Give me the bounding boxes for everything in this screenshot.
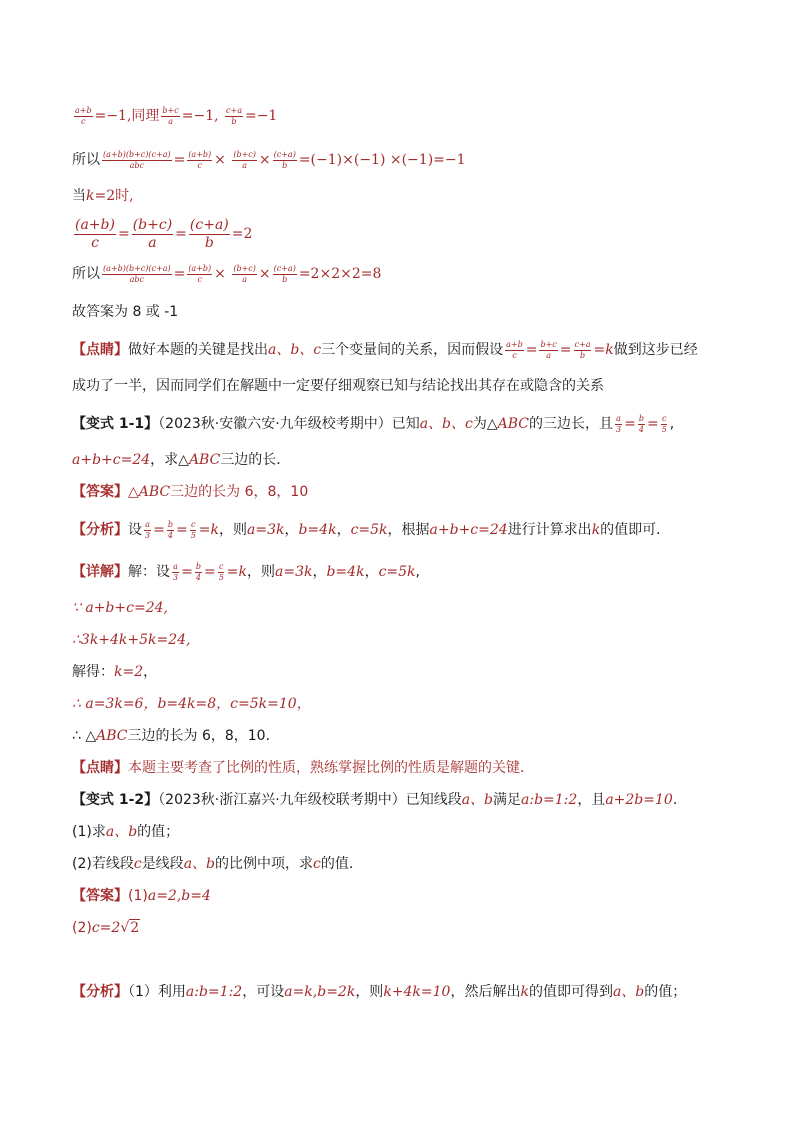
fraction: $\frac{a+b}{c}$ — [75, 105, 92, 126]
fraction: $\frac{(c+a)}{b}$ — [189, 217, 229, 251]
solution-conclusion: ∴ △ABC三边的长为 6，8，10． — [72, 728, 280, 744]
solution-line-3: 当k=2时, — [72, 188, 134, 204]
fraction: $\frac{(a+b)}{c}$ — [188, 263, 212, 284]
fraction: $\frac{b}{4}$ — [195, 561, 201, 582]
variant-1-1-question: 【变式 1-1】（2023秋·安徽六安·九年级校考期中）已知a、b、c为△ABC的三边长，且 $\frac{a}{3}$ = $\frac{b}{4}$ = $\frac{c}{5}$ , — [72, 413, 675, 434]
solution-line-4: $\frac{(a+b)}{c}$ = $\frac{(b+c)}{a}$ = $\frac{(c+a)}{b}$ =2 — [75, 217, 253, 251]
fraction: $\frac{c}{5}$ — [190, 519, 196, 540]
remark-1-line-1: 【点睛】做好本题的关键是找出a、b、c三个变量间的关系，因而假设 $\frac{a+b}{c}$ = $\frac{b+c}{a}$ = $\frac{c+a}{b}$ =k做到这步已经 — [72, 339, 698, 360]
fraction: $\frac{a}{3}$ — [145, 519, 151, 540]
variant-1-1-analysis: 【分析】设 $\frac{a}{3}$ = $\frac{b}{4}$ = $\frac{c}{5}$ =k，则a=3k，b=4k，c=5k，根据a+b+c=24进行计算求出k的值即可． — [72, 519, 671, 540]
section-tag: 【分析】 — [72, 984, 128, 1000]
fraction: $\frac{a}{3}$ — [173, 561, 179, 582]
remark-1-line-2: 成功了一半，因而同学们在解题中一定要仔细观察已知与结论找出其存在或隐含的关系 — [72, 378, 604, 394]
section-tag: 【变式 1-1】 — [72, 416, 159, 432]
fraction: $\frac{a+b}{c}$ — [506, 339, 523, 360]
solution-line-2: 所以 (a+b)(b+c)(c+a) abc = $\frac{(a+b)}{c}$ × $\frac{(b+c)}{a}$ × $\frac{(c+a)}{b}$ =(−1)×(−1) ×(−1)=−1 — [72, 149, 466, 170]
solution-line-5: 所以 (a+b)(b+c)(c+a) abc = $\frac{(a+b)}{c}$ × $\frac{(b+c)}{a}$ × $\frac{(c+a)}{b}$ =2×2×2=8 — [72, 263, 382, 284]
solution-step: ∴3k+4k+5k=24, — [72, 632, 191, 648]
solution-line-1: $\frac{a+b}{c}$ =−1,同理 $\frac{b+c}{a}$ =−1, $\frac{c+a}{b}$ =−1 — [75, 105, 278, 126]
section-tag: 【点睛】 — [72, 760, 128, 776]
variant-1-1-solution: 【详解】解：设 $\frac{a}{3}$ = $\frac{b}{4}$ = $\frac{c}{5}$ =k，则a=3k，b=4k，c=5k, — [72, 561, 420, 582]
section-tag: 【变式 1-2】 — [72, 792, 159, 808]
variant-1-1-question-cont: a+b+c=24，求△ABC三边的长． — [72, 452, 291, 468]
section-tag: 【分析】 — [72, 522, 128, 538]
solution-step: ∵ a+b+c=24, — [72, 600, 168, 616]
fraction: $\frac{c+a}{b}$ — [574, 339, 591, 360]
fraction: $\frac{(b+c)}{a}$ — [233, 149, 256, 170]
fraction: $\frac{(b+c)}{a}$ — [233, 263, 256, 284]
fraction: $\frac{a}{3}$ — [616, 413, 622, 434]
solution-step: 解得：k=2， — [72, 664, 158, 680]
fraction: $\frac{c+a}{b}$ — [226, 105, 242, 126]
answer-summary: 故答案为 8 或 -1 — [72, 304, 179, 320]
fraction: (a+b)(b+c)(c+a) abc — [103, 149, 171, 170]
fraction: (a+b)(b+c)(c+a) abc — [103, 263, 171, 284]
section-tag: 【详解】 — [72, 564, 128, 580]
fraction: $\frac{b}{4}$ — [167, 519, 173, 540]
fraction: $\frac{b+c}{a}$ — [162, 105, 179, 126]
variant-1-2-analysis: 【分析】（1）利用a:b=1:2，可设a=k,b=2k，则k+4k=10，然后解出k的值即可得到a、b的值； — [72, 984, 687, 1000]
variant-1-2-answer-2: (2)c=2√2 — [72, 920, 140, 936]
fraction: $\frac{b+c}{a}$ — [540, 339, 557, 360]
variant-1-1-answer: 【答案】△ABC三边的长为 6，8，10 — [72, 484, 309, 500]
fraction: $\frac{(c+a)}{b}$ — [273, 263, 296, 284]
fraction: $\frac{c}{5}$ — [218, 561, 224, 582]
solution-step: ∴ a=3k=6，b=4k=8，c=5k=10， — [72, 696, 311, 712]
fraction: $\frac{(a+b)}{c}$ — [188, 149, 212, 170]
variant-1-2-question: 【变式 1-2】（2023秋·浙江嘉兴·九年级校联考期中）已知线段a、b满足a:b=1:2，且a+2b=10. — [72, 792, 678, 808]
variant-1-2-part-2: (2)若线段c是线段a、b的比例中项，求c的值． — [72, 856, 363, 872]
section-tag: 【答案】 — [72, 484, 128, 500]
fraction: $\frac{(a+b)}{c}$ — [75, 217, 115, 251]
fraction: $\frac{(b+c)}{a}$ — [132, 217, 173, 251]
remark-2: 【点睛】本题主要考查了比例的性质，熟练掌握比例的性质是解题的关键． — [72, 760, 534, 776]
variant-1-2-part-1: (1)求a、b的值； — [72, 824, 180, 840]
section-tag: 【点睛】 — [72, 342, 128, 358]
fraction: $\frac{b}{4}$ — [638, 413, 644, 434]
fraction: $\frac{c}{5}$ — [661, 413, 667, 434]
variant-1-2-answer-1: 【答案】(1)a=2,b=4 — [72, 888, 211, 904]
fraction: $\frac{(c+a)}{b}$ — [273, 149, 296, 170]
section-tag: 【答案】 — [72, 888, 128, 904]
